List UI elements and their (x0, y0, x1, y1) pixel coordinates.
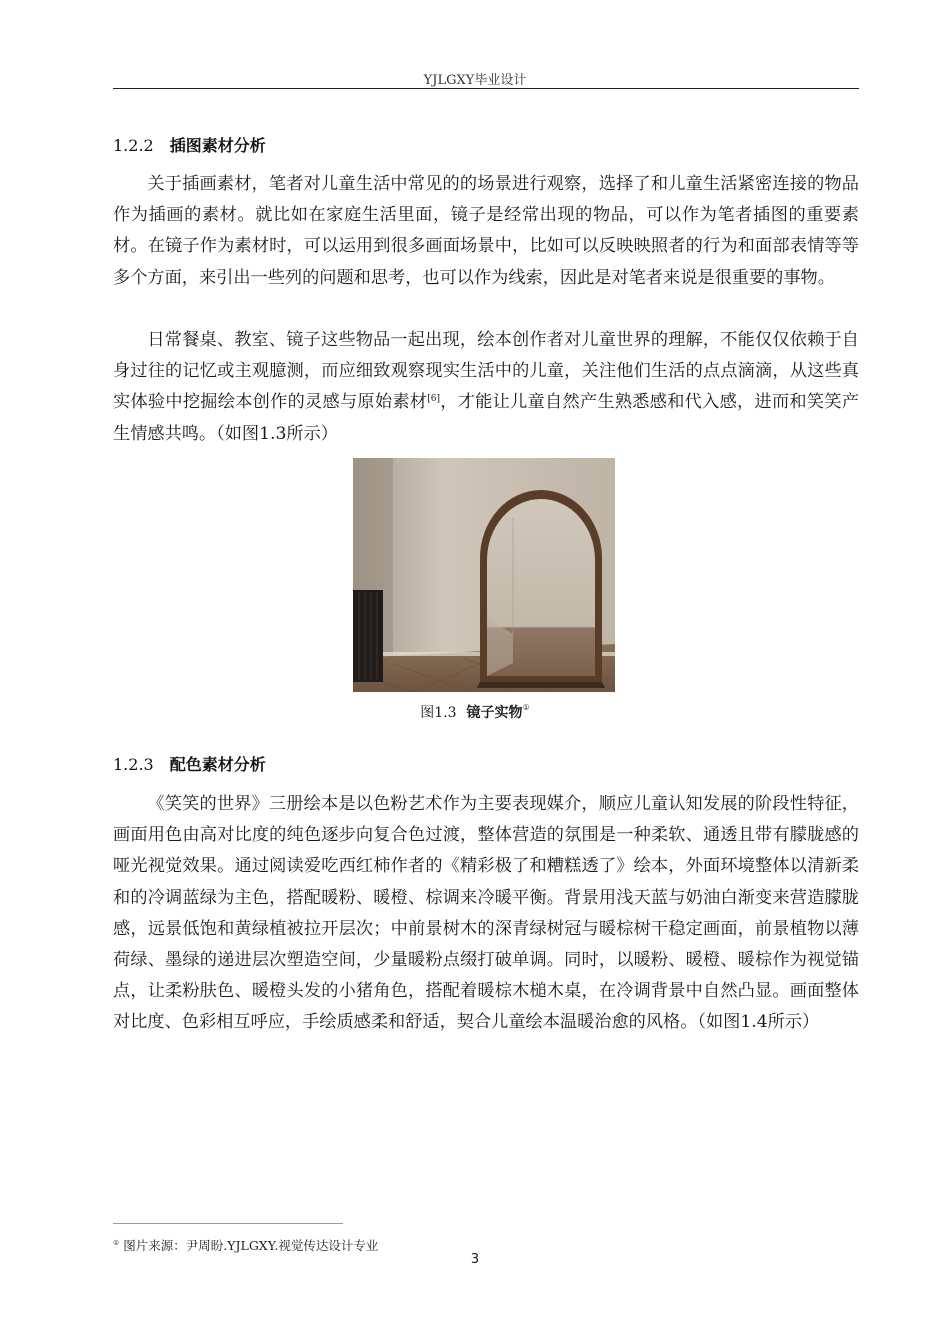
section-number: 1.2.3 (113, 755, 154, 774)
paragraph-illustration-material: 关于插画素材，笔者对儿童生活中常见的的场景进行观察，选择了和儿童生活紧密连接的物品作为插画的素材。就比如在家庭生活里面，镜子是经常出现的物品，可以作为笔者插图的重要素材。在镜子作为素材时，可以运用到很多画面场景中，比如可以反映映照者的行为和面部表情等等多个方面，来引出一些列的问题和思考，也可以作为线索，因此是对笔者来说是很重要的事物。 (113, 174, 859, 288)
paragraph-text-part2: ，才能让儿童自然产生熟悉感和代入感，进而和笑笑产生情感共鸣。（如图1.3所示） (113, 392, 859, 444)
page-header-title: YJLGXY毕业设计 (423, 73, 527, 88)
footnote-marker: ① (522, 703, 530, 712)
section-title: 配色素材分析 (169, 755, 266, 774)
section-title: 插图素材分析 (169, 136, 266, 155)
footnote-divider (113, 1223, 343, 1224)
paragraph-color-material: 《笑笑的世界》三册绘本是以色粉艺术作为主要表现媒介，顺应儿童认知发展的阶段性特征，画面用色由高对比度的纯色逐步向复合色过渡，整体营造的氛围是一种柔软、通透且带有朦胧感的哑光视觉效果。通过阅读爱吃西红柿作者的《精彩极了和糟糕透了》绘本，外面环境整体以清新柔和的冷调蓝绿为主色，搭配暖粉、暖橙、棕调来冷暖平衡。背景用浅天蓝与奶油白渐变来营造朦胧感，远景低饱和黄绿植被拉开层次；中前景树木的深青绿树冠与暖棕树干稳定画面，前景植物以薄荷绿、墨绿的递进层次塑造空间，少量暖粉点缀打破单调。同时，以暖粉、暖橙、暖棕作为视觉锚点，让柔粉肤色、暖橙头发的小猪角色，搭配着暖棕木槌木桌，在冷调背景中自然凸显。画面整体对比度、色彩相互呼应，手绘质感柔和舒适，契合儿童绘本温暖治愈的风格。（如图1.4所示） (113, 794, 859, 1033)
page-number: 3 (470, 1252, 480, 1267)
section-number: 1.2.2 (113, 136, 154, 155)
figure-caption (0, 702, 950, 722)
paragraph-observation (113, 325, 859, 450)
figure-caption-text: 镜子实物 (466, 705, 523, 721)
mirror-photo (353, 458, 615, 692)
citation-ref: [6] (427, 394, 440, 405)
footnote-mark: ① (113, 1239, 120, 1247)
header-divider (113, 88, 859, 89)
section-heading-1-2-3 (113, 752, 266, 775)
footnote-text: 图片来源：尹周盼.YJLGXY.视觉传达设计专业 (123, 1238, 379, 1253)
section-heading-1-2-2 (113, 133, 266, 156)
paragraph-text-part1: 日常餐桌、教室、镜子这些物品一起出现，绘本创作者对儿童世界的理解，不能仅仅依赖于自身过往的记忆或主观臆测，而应细致观察现实生活中的儿童，关注他们生活的点点滴滴，从这些真实体验中挖掘绘本创作的灵感与原始素材 (113, 330, 859, 413)
figure-number: 图1.3 (420, 705, 457, 721)
